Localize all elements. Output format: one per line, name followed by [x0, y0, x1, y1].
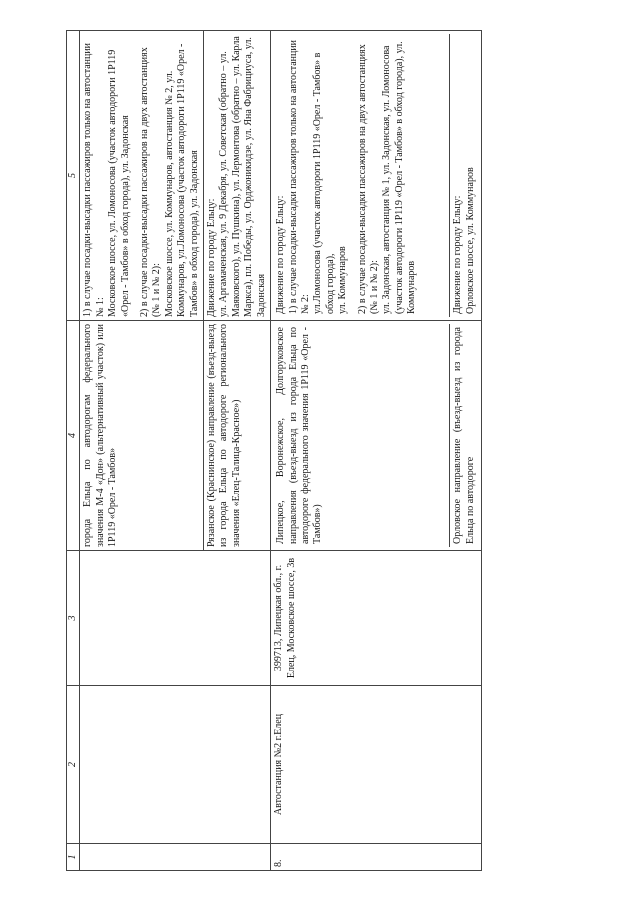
route-line: Движение по городу Ельцу:	[452, 195, 464, 314]
route-line: ул. Коммунаров	[337, 246, 349, 314]
direction-block: Липецкое, Воронежское, Долгоруковское направления (въезд-выезд из города Ельца по автодороге федерального значения 1Р119 «Орел - Тамбов»)	[275, 327, 324, 544]
column-number-5: 5	[67, 31, 80, 321]
column-number-2: 2	[67, 686, 80, 844]
route-line: ул. Аргамаченская, ул. 9 Декабря, ул. Советская (обратно – ул. Маяковского), ул. Пушкина), ул. Лермонтова (обратно – ул. Карла Маркса), пл. Победы, ул. Орджоникидзе, ул. Яна Фабрициуса, ул. Задонская	[218, 36, 267, 317]
column-number-row	[67, 31, 80, 871]
direction-cell: города Ельца по автодорогам федерального значения М-4 «Дон» (альтернативный участок) или 1Р119 «Орел - Тамбов»	[80, 321, 204, 551]
station-address-cell	[80, 551, 271, 686]
row-number-cell: 8.	[271, 844, 482, 871]
route-line: ул. Задонская, автостанция № 1, ул. Задонская, ул. Ломоносова (участок автодороги 1Р119 «Орел - Тамбов» в обход города), ул. Коммунаров	[381, 41, 418, 314]
route-line: Московское шоссе, ул. Коммунаров, автостанция № 2, ул. Коммунаров, ул.Ломоносова (участок автодороги 1Р119 «Орел - Тамбов» в обход города), ул. Задонская	[163, 43, 200, 317]
route-line: 1) в случае посадки-высадки пассажиров только на автостанции № 1:	[82, 42, 106, 317]
row-number-cell	[80, 844, 271, 871]
route-line: Движение по городу Ельцу:	[206, 198, 218, 317]
route-line: ул.Ломоносова (участок автодороги 1Р119 «Орел - Тамбов» в обход города),	[312, 52, 336, 314]
route-cell	[80, 31, 204, 321]
station-name-cell: Автостанция №2 г.Елец	[271, 686, 482, 844]
direction-block: Орловское направление (въезд-выезд из города Ельца по автодороге	[449, 324, 479, 547]
route-line: 2) в случае посадки-высадки пассажиров на двух автостанциях (№ 1 и № 2):	[356, 44, 380, 314]
route-cell	[271, 31, 482, 321]
bus-routes-table	[66, 30, 482, 871]
route-line: Московское шоссе, ул. Ломоносова (участок автодороги 1Р119 «Орел - Тамбов» в обход города), ул. Задонская	[107, 49, 131, 317]
column-number-1: 1	[67, 844, 80, 871]
table-row	[271, 31, 482, 871]
column-number-4: 4	[67, 321, 80, 551]
table-row	[80, 31, 204, 871]
route-line: 2) в случае посадки-высадки пассажиров на двух автостанциях (№ 1 и № 2):	[139, 47, 163, 317]
station-address-cell: 399713, Липецкая обл., г. Елец, Московское шоссе, 3в	[271, 551, 482, 686]
column-number-3: 3	[67, 551, 80, 686]
route-line: Орловское шоссе, ул. Коммунаров	[464, 167, 476, 314]
direction-cell: Рязанское (Краснинское) направление (въезд-выезд из города Ельца по автодороге регионального значения «Елец-Талица-Красное»)	[204, 321, 271, 551]
station-name-cell	[80, 686, 271, 844]
route-block	[273, 34, 449, 317]
route-cell	[204, 31, 271, 321]
direction-cell	[271, 321, 482, 551]
route-block	[449, 34, 479, 317]
route-line: 1) в случае посадки-высадки пассажиров только на автостанции № 2:	[287, 39, 311, 314]
route-line: Движение по городу Ельцу:	[275, 195, 287, 314]
